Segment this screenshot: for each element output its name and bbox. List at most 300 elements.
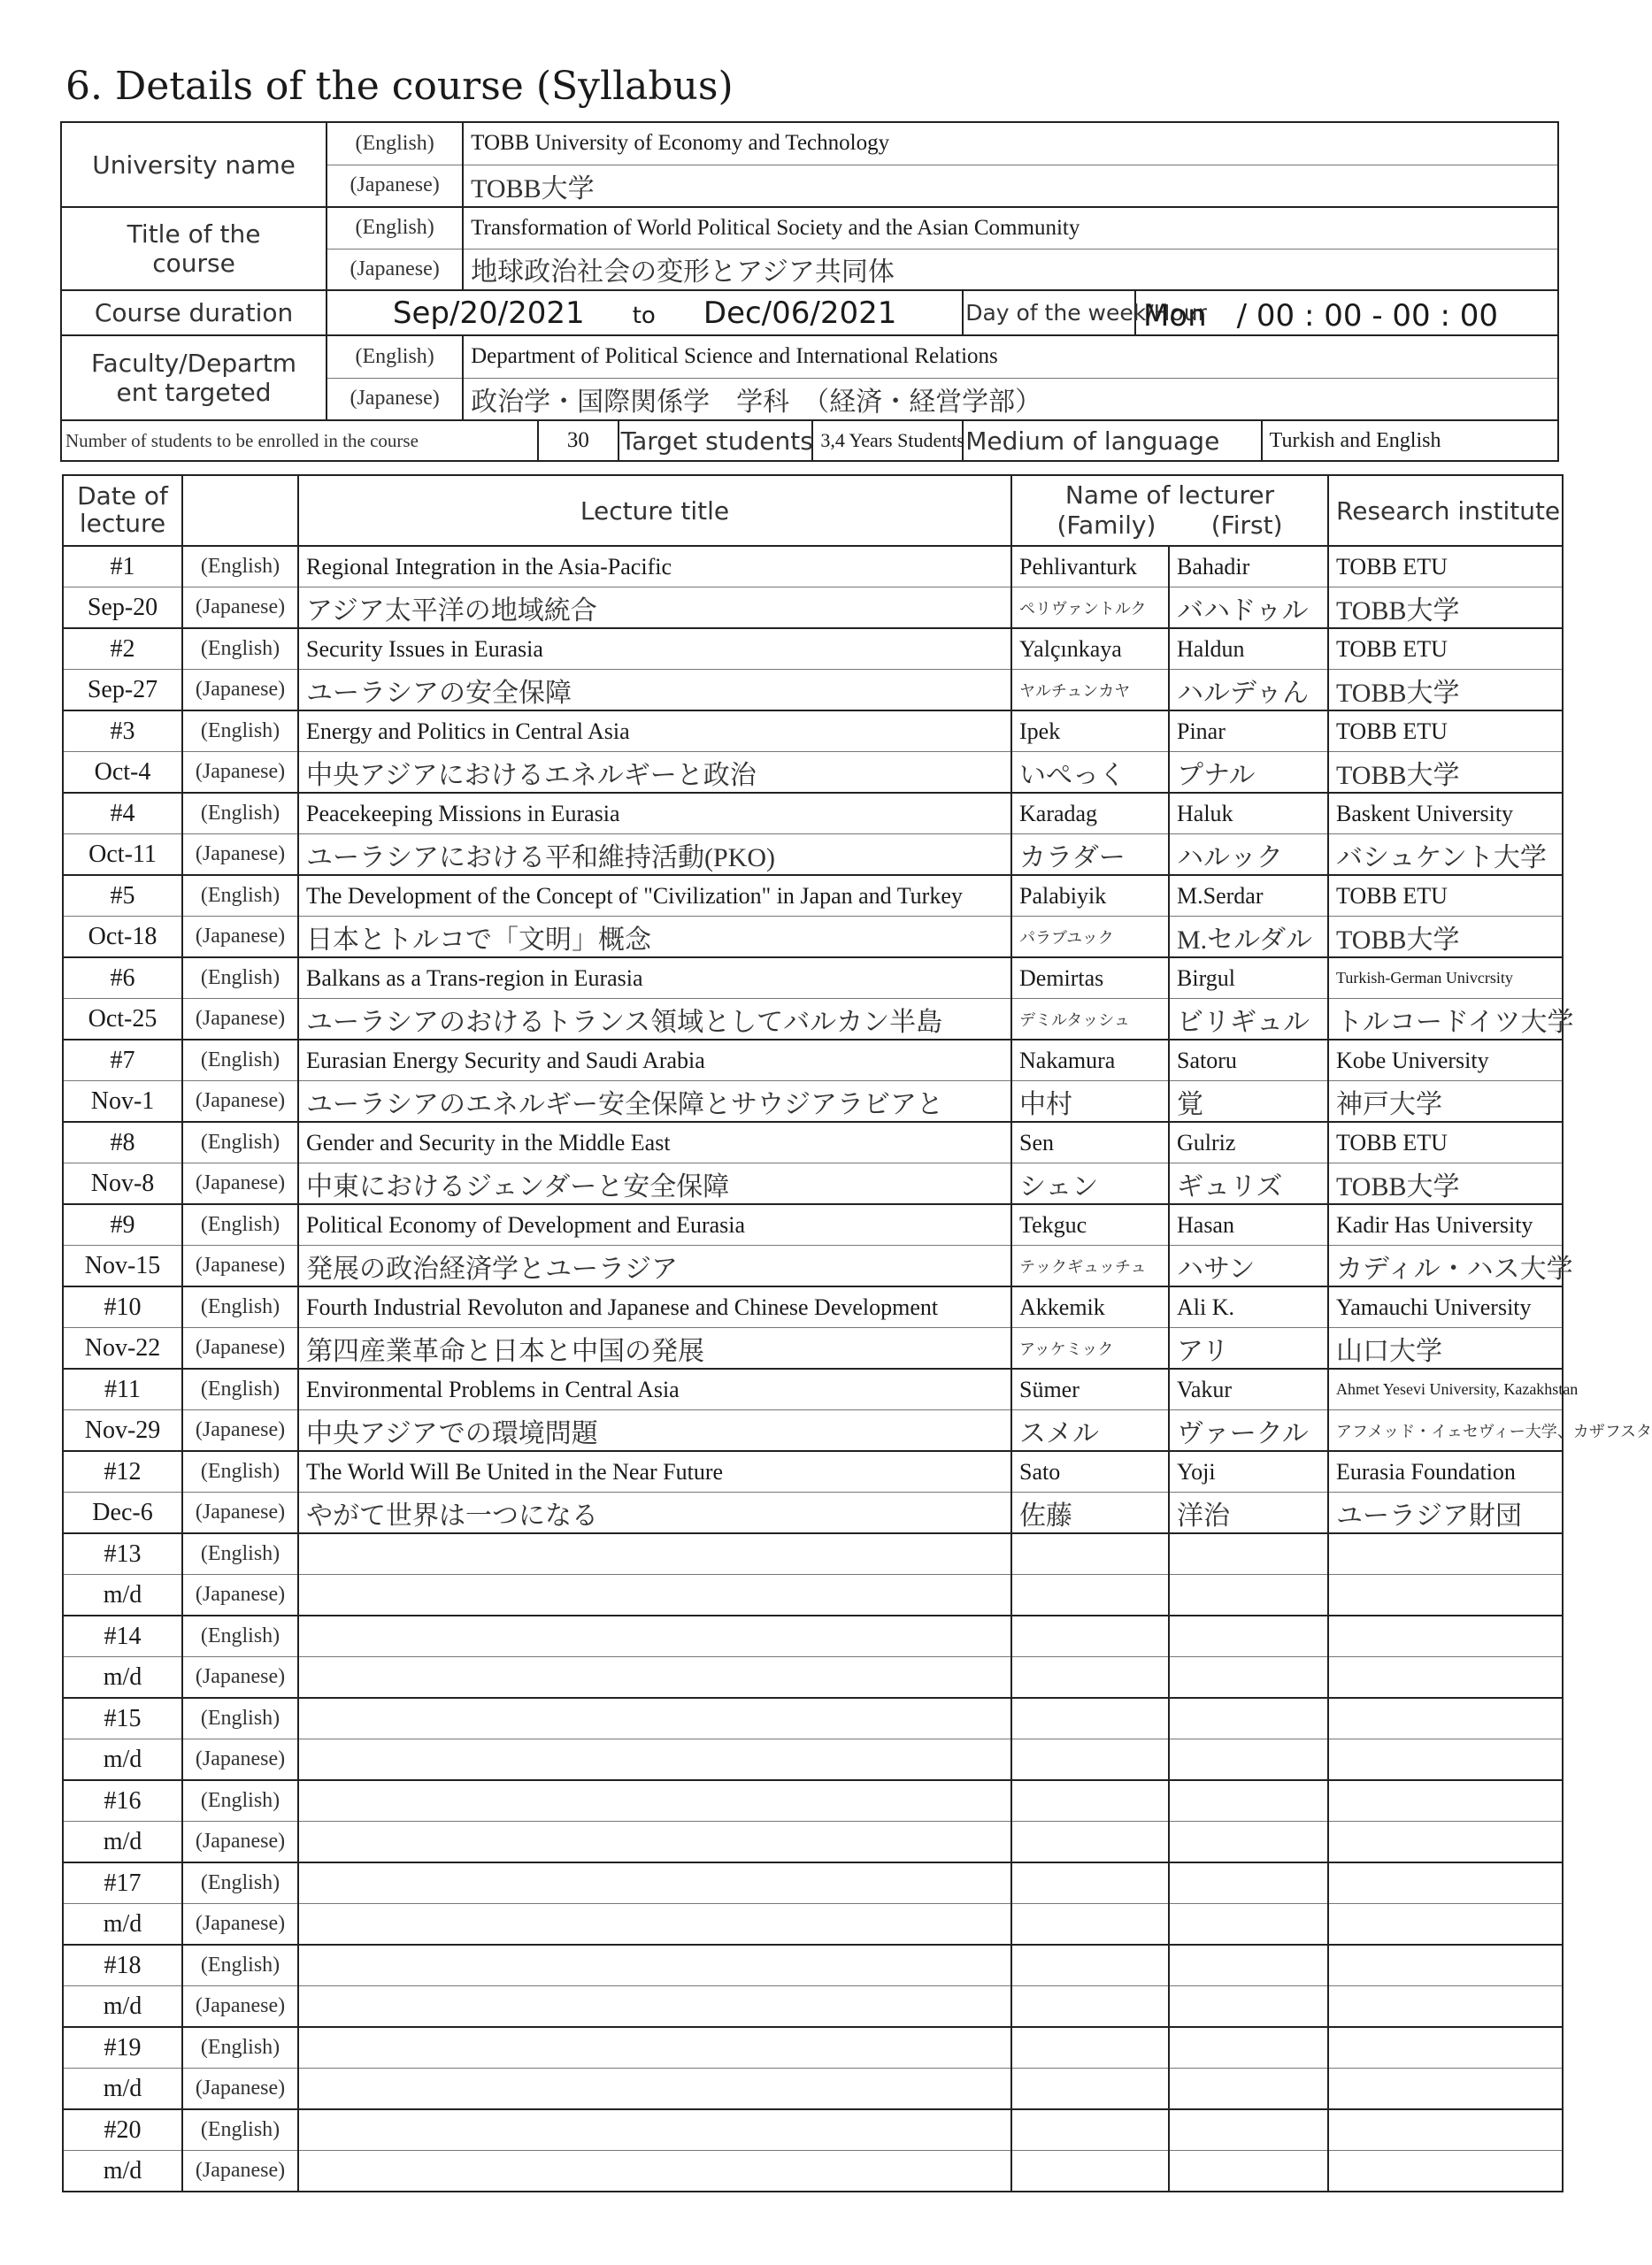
lecture-number: #1 [63, 546, 182, 587]
lecturer-first-english: Hasan [1169, 1204, 1328, 1246]
lecture-row [63, 628, 1563, 670]
english-label: (English) [182, 628, 298, 670]
lecturer-family-english: Yalçınkaya [1011, 628, 1169, 670]
target-students-label: Target students [619, 420, 813, 461]
lecture-number: #3 [63, 710, 182, 752]
lecture-row [63, 1780, 1563, 1822]
lecturer-family-english [1011, 2109, 1169, 2151]
lecturer-family-english: Ipek [1011, 710, 1169, 752]
lecture-date: m/d [63, 2151, 182, 2192]
university-name-japanese: TOBB大学 [463, 165, 1558, 207]
japanese-label: (Japanese) [182, 1493, 298, 1534]
institute-english [1328, 1945, 1563, 1986]
institute-english: TOBB ETU [1328, 628, 1563, 670]
lecture-row [63, 1163, 1563, 1205]
english-label: (English) [327, 122, 463, 165]
lecturer-family-japanese [1011, 2069, 1169, 2110]
faculty-english: Department of Political Science and International Relations [463, 335, 1558, 378]
lecturer-family-japanese: デミルタッシュ [1011, 999, 1169, 1040]
lecture-title-japanese [298, 1822, 1011, 1863]
lecture-date: m/d [63, 1739, 182, 1781]
lecture-date: Oct-25 [63, 999, 182, 1040]
institute-english: Ahmet Yesevi University, Kazakhstan [1328, 1369, 1563, 1410]
lecturer-family-japanese: ペリヴァントルク [1011, 587, 1169, 629]
lecturer-first-japanese: ハサン [1169, 1246, 1328, 1287]
lecture-schedule-table [62, 474, 1652, 2192]
lecture-date: Dec-6 [63, 1493, 182, 1534]
english-label: (English) [182, 875, 298, 917]
japanese-label: (Japanese) [182, 1739, 298, 1781]
lecture-title-english: Gender and Security in the Middle East [298, 1122, 1011, 1163]
lecture-title-english: Peacekeeping Missions in Eurasia [298, 793, 1011, 834]
lecturer-first-english [1169, 1780, 1328, 1822]
lecturer-family-english: Nakamura [1011, 1040, 1169, 1081]
lecture-title-japanese: ユーラシアにおける平和維持活動(PKO) [298, 834, 1011, 876]
lecture-number: #9 [63, 1204, 182, 1246]
lecture-title-japanese [298, 2069, 1011, 2110]
lecture-date: Oct-4 [63, 752, 182, 794]
medium-value: Turkish and English [1262, 420, 1558, 461]
lecturer-family-english [1011, 1780, 1169, 1822]
day-hour-label: Day of the week/Hour [963, 290, 1135, 335]
institute-english [1328, 1616, 1563, 1657]
lecturer-first-japanese: ギュリズ [1169, 1163, 1328, 1205]
japanese-label: (Japanese) [327, 165, 463, 207]
faculty-japanese: 政治学・国際関係学 学科 （経済・経営学部） [463, 378, 1558, 420]
lecturer-family-japanese: スメル [1011, 1410, 1169, 1452]
lecturer-family-japanese: パラブユック [1011, 917, 1169, 958]
lecture-date: Sep-27 [63, 670, 182, 711]
end-date: Dec/06/2021 [703, 295, 897, 331]
lecturer-first-english [1169, 1698, 1328, 1739]
institute-english [1328, 2109, 1563, 2151]
english-label: (English) [327, 335, 463, 378]
english-label: (English) [182, 546, 298, 587]
lecture-row [63, 917, 1563, 958]
institute-japanese: ユーラジア財団 [1328, 1493, 1563, 1534]
lecturer-family-english [1011, 1616, 1169, 1657]
lecturer-first-english: Yoji [1169, 1451, 1328, 1493]
lecturer-first-japanese [1169, 1575, 1328, 1616]
target-students-value: 3,4 Years Students [812, 420, 963, 461]
lecture-row [63, 2151, 1563, 2192]
lecture-row [63, 1286, 1563, 1328]
faculty-label-line2: ent targeted [116, 378, 272, 407]
lecturer-first-japanese: バハドゥル [1169, 587, 1328, 629]
english-label: (English) [182, 1122, 298, 1163]
japanese-label: (Japanese) [182, 1328, 298, 1370]
institute-japanese: トルコードイツ大学 [1328, 999, 1563, 1040]
to-label: to [632, 302, 656, 329]
lecture-date: m/d [63, 1904, 182, 1946]
lecture-row [63, 670, 1563, 711]
english-label: (English) [182, 710, 298, 752]
lecturer-family-english [1011, 1698, 1169, 1739]
lecturer-first-japanese [1169, 2151, 1328, 2192]
japanese-label: (Japanese) [182, 917, 298, 958]
english-label: (English) [182, 1698, 298, 1739]
lecturer-family-english: Palabiyik [1011, 875, 1169, 917]
family-header: (Family) [1057, 511, 1156, 540]
lecture-date: Oct-18 [63, 917, 182, 958]
japanese-label: (Japanese) [182, 1657, 298, 1699]
lecturer-family-english [1011, 1862, 1169, 1904]
institute-english: Kobe University [1328, 1040, 1563, 1081]
course-info-table [60, 121, 1559, 462]
lecturer-family-japanese [1011, 1822, 1169, 1863]
lecture-row [63, 1451, 1563, 1493]
lecture-date: Nov-1 [63, 1081, 182, 1123]
lecture-title-header: Lecture title [298, 475, 1011, 546]
lecturer-first-english: Ali K. [1169, 1286, 1328, 1328]
lecturer-family-japanese: いぺっく [1011, 752, 1169, 794]
lecturer-family-english: Sümer [1011, 1369, 1169, 1410]
lecture-date: m/d [63, 2069, 182, 2110]
lecture-title-english: Eurasian Energy Security and Saudi Arabia [298, 1040, 1011, 1081]
institute-english [1328, 1862, 1563, 1904]
lecture-title-english [298, 2027, 1011, 2069]
university-name-english: TOBB University of Economy and Technology [463, 122, 1558, 165]
lecturer-first-japanese: プナル [1169, 752, 1328, 794]
lecturer-family-japanese: ヤルチュンカヤ [1011, 670, 1169, 711]
japanese-label: (Japanese) [182, 1822, 298, 1863]
lecturer-first-english: Haluk [1169, 793, 1328, 834]
lecture-row [63, 999, 1563, 1040]
lecture-number: #15 [63, 1698, 182, 1739]
lecture-row [63, 1862, 1563, 1904]
course-title-label-line1: Title of the [127, 219, 261, 249]
institute-japanese [1328, 1657, 1563, 1699]
lecturer-family-english: Demirtas [1011, 957, 1169, 999]
lecture-row [63, 1328, 1563, 1370]
japanese-label: (Japanese) [182, 587, 298, 629]
lecturer-family-english [1011, 2027, 1169, 2069]
lecturer-first-english: Bahadir [1169, 546, 1328, 587]
lecture-date: Nov-15 [63, 1246, 182, 1287]
english-label: (English) [182, 2109, 298, 2151]
lecture-date: m/d [63, 1986, 182, 2028]
lecture-row [63, 752, 1563, 794]
lecture-row [63, 1986, 1563, 2028]
lecture-row [63, 2109, 1563, 2151]
language-header [182, 475, 298, 546]
japanese-label: (Japanese) [182, 2151, 298, 2192]
lecturer-family-japanese [1011, 2151, 1169, 2192]
institute-japanese: カディル・ハス大学 [1328, 1246, 1563, 1287]
lecture-title-english [298, 1698, 1011, 1739]
lecturer-header [1011, 475, 1328, 546]
course-title-label [61, 207, 327, 290]
lecturer-family-japanese [1011, 1657, 1169, 1699]
lecture-number: #8 [63, 1122, 182, 1163]
lecturer-family-japanese [1011, 1739, 1169, 1781]
lecture-title-english: Security Issues in Eurasia [298, 628, 1011, 670]
institute-japanese [1328, 1575, 1563, 1616]
institute-japanese: TOBB大学 [1328, 1163, 1563, 1205]
lecture-number: #14 [63, 1616, 182, 1657]
institute-japanese: TOBB大学 [1328, 587, 1563, 629]
lecture-title-english [298, 2109, 1011, 2151]
lecture-title-english [298, 1945, 1011, 1986]
lecturer-first-japanese [1169, 1986, 1328, 2028]
lecture-row [63, 834, 1563, 876]
lecture-row [63, 710, 1563, 752]
japanese-label: (Japanese) [182, 1575, 298, 1616]
lecturer-first-english [1169, 1945, 1328, 1986]
lecture-title-english: Balkans as a Trans-region in Eurasia [298, 957, 1011, 999]
lecturer-first-english [1169, 2109, 1328, 2151]
lecture-date: Nov-29 [63, 1410, 182, 1452]
lecture-row [63, 793, 1563, 834]
lecture-title-english: Regional Integration in the Asia-Pacific [298, 546, 1011, 587]
lecture-number: #10 [63, 1286, 182, 1328]
start-date: Sep/20/2021 [392, 295, 585, 331]
lecture-row [63, 1822, 1563, 1863]
lecturer-first-japanese: 覚 [1169, 1081, 1328, 1123]
date-header: Date of lecture [63, 475, 182, 546]
lecture-title-japanese [298, 1904, 1011, 1946]
institute-japanese [1328, 2151, 1563, 2192]
lecture-row [63, 1081, 1563, 1123]
lecturer-first-japanese [1169, 1739, 1328, 1781]
lecture-row [63, 1698, 1563, 1739]
lecture-date: Nov-22 [63, 1328, 182, 1370]
japanese-label: (Japanese) [327, 249, 463, 290]
first-header: (First) [1210, 511, 1283, 540]
lecture-number: #5 [63, 875, 182, 917]
lecture-number: #2 [63, 628, 182, 670]
institute-japanese: 神戸大学 [1328, 1081, 1563, 1123]
lecture-title-japanese: やがて世界は一つになる [298, 1493, 1011, 1534]
faculty-label [61, 335, 327, 420]
lecture-row [63, 1575, 1563, 1616]
institute-japanese [1328, 1739, 1563, 1781]
lecture-number: #12 [63, 1451, 182, 1493]
lecture-title-english: Fourth Industrial Revoluton and Japanese and Chinese Development [298, 1286, 1011, 1328]
lecture-number: #20 [63, 2109, 182, 2151]
lecture-title-japanese [298, 1575, 1011, 1616]
lecture-title-english [298, 1862, 1011, 1904]
lecturer-first-japanese: ビリギュル [1169, 999, 1328, 1040]
lecture-number: #7 [63, 1040, 182, 1081]
institute-english: Kadir Has University [1328, 1204, 1563, 1246]
english-label: (English) [182, 1862, 298, 1904]
lecture-date: Sep-20 [63, 587, 182, 629]
lecture-number: #11 [63, 1369, 182, 1410]
lecturer-family-japanese: シェン [1011, 1163, 1169, 1205]
lecturer-family-english: Sen [1011, 1122, 1169, 1163]
japanese-label: (Japanese) [182, 1246, 298, 1287]
lecturer-family-japanese: テックギュッチュ [1011, 1246, 1169, 1287]
lecture-row [63, 1657, 1563, 1699]
lecture-title-japanese: 日本とトルコで「文明」概念 [298, 917, 1011, 958]
lecture-title-japanese: アジア太平洋の地域統合 [298, 587, 1011, 629]
num-students-value: 30 [538, 420, 619, 461]
lecturer-first-english: Pinar [1169, 710, 1328, 752]
lecturer-first-english: Haldun [1169, 628, 1328, 670]
institute-japanese [1328, 1822, 1563, 1863]
institute-english [1328, 1698, 1563, 1739]
institute-header: Research institute [1328, 475, 1563, 546]
lecturer-family-japanese [1011, 1575, 1169, 1616]
institute-english: Eurasia Foundation [1328, 1451, 1563, 1493]
lecturer-first-japanese: ヴァークル [1169, 1410, 1328, 1452]
japanese-label: (Japanese) [327, 378, 463, 420]
lecturer-family-japanese [1011, 1986, 1169, 2028]
institute-japanese: バシュケント大学 [1328, 834, 1563, 876]
english-label: (English) [182, 1204, 298, 1246]
lecture-number: #16 [63, 1780, 182, 1822]
institute-english [1328, 1780, 1563, 1822]
english-label: (English) [182, 1369, 298, 1410]
japanese-label: (Japanese) [182, 1410, 298, 1452]
lecture-title-japanese [298, 2151, 1011, 2192]
course-duration-value [327, 290, 963, 335]
lecturer-first-english: Vakur [1169, 1369, 1328, 1410]
lecture-title-japanese: 第四産業革命と日本と中国の発展 [298, 1328, 1011, 1370]
medium-label: Medium of language [963, 420, 1261, 461]
course-title-english: Transformation of World Political Society and the Asian Community [463, 207, 1558, 249]
lecture-title-japanese: 中東におけるジェンダーと安全保障 [298, 1163, 1011, 1205]
lecture-title-japanese: 中央アジアでの環境問題 [298, 1410, 1011, 1452]
lecture-title-english: Environmental Problems in Central Asia [298, 1369, 1011, 1410]
japanese-label: (Japanese) [182, 834, 298, 876]
lecture-title-japanese: ユーラシアのおけるトランス領域としてバルカン半島 [298, 999, 1011, 1040]
japanese-label: (Japanese) [182, 1986, 298, 2028]
lecturer-first-english: Birgul [1169, 957, 1328, 999]
lecturer-first-english: Satoru [1169, 1040, 1328, 1081]
lecture-title-english [298, 1780, 1011, 1822]
lecture-row [63, 1739, 1563, 1781]
lecture-title-japanese: ユーラシアのエネルギー安全保障とサウジアラビアと [298, 1081, 1011, 1123]
lecturer-first-japanese: ハルデゥん [1169, 670, 1328, 711]
japanese-label: (Japanese) [182, 1904, 298, 1946]
japanese-label: (Japanese) [182, 1163, 298, 1205]
lecture-title-english: The Development of the Concept of "Civilization" in Japan and Turkey [298, 875, 1011, 917]
page-title: 6. Details of the course (Syllabus) [65, 64, 734, 109]
lecture-number: #13 [63, 1533, 182, 1575]
institute-english: TOBB ETU [1328, 875, 1563, 917]
english-label: (English) [182, 1945, 298, 1986]
lecturer-family-english: Sato [1011, 1451, 1169, 1493]
lecturer-family-japanese: 中村 [1011, 1081, 1169, 1123]
lecture-row [63, 1616, 1563, 1657]
lecturer-first-japanese [1169, 2069, 1328, 2110]
lecturer-first-japanese [1169, 1904, 1328, 1946]
university-name-label: University name [61, 122, 327, 207]
japanese-label: (Japanese) [182, 999, 298, 1040]
lecture-title-japanese: 中央アジアにおけるエネルギーと政治 [298, 752, 1011, 794]
lecturer-first-japanese [1169, 1657, 1328, 1699]
num-students-label: Number of students to be enrolled in the course [61, 420, 538, 461]
english-label: (English) [182, 957, 298, 999]
institute-japanese: TOBB大学 [1328, 752, 1563, 794]
lecture-row [63, 1410, 1563, 1452]
english-label: (English) [182, 1533, 298, 1575]
lecture-title-english: The World Will Be United in the Near Future [298, 1451, 1011, 1493]
lecture-row [63, 546, 1563, 587]
day-hour-value: Mon / 00 : 00 - 00 : 00 [1135, 290, 1558, 335]
lecturer-family-english: Tekguc [1011, 1204, 1169, 1246]
lecture-row [63, 1246, 1563, 1287]
japanese-label: (Japanese) [182, 670, 298, 711]
lecturer-family-english [1011, 1533, 1169, 1575]
english-label: (English) [182, 1286, 298, 1328]
lecture-row [63, 1533, 1563, 1575]
lecture-title-english [298, 1533, 1011, 1575]
lecturer-first-japanese: アリ [1169, 1328, 1328, 1370]
lecture-number: #17 [63, 1862, 182, 1904]
institute-japanese: TOBB大学 [1328, 917, 1563, 958]
lecturer-family-english: Karadag [1011, 793, 1169, 834]
lecturer-family-japanese: 佐藤 [1011, 1493, 1169, 1534]
institute-english: TOBB ETU [1328, 546, 1563, 587]
lecture-title-english: Energy and Politics in Central Asia [298, 710, 1011, 752]
institute-english: Yamauchi University [1328, 1286, 1563, 1328]
faculty-label-line1: Faculty/Departm [91, 349, 297, 378]
lecture-row [63, 1945, 1563, 1986]
institute-english: Turkish-German Univcrsity [1328, 957, 1563, 999]
lecturer-first-japanese [1169, 1822, 1328, 1863]
lecture-row [63, 1204, 1563, 1246]
lecturer-first-english: M.Serdar [1169, 875, 1328, 917]
lecture-title-japanese: ユーラシアの安全保障 [298, 670, 1011, 711]
lecturer-family-japanese: カラダー [1011, 834, 1169, 876]
lecturer-family-japanese: アッケミック [1011, 1328, 1169, 1370]
english-label: (English) [182, 793, 298, 834]
english-label: (English) [182, 1616, 298, 1657]
lecturer-first-japanese: 洋治 [1169, 1493, 1328, 1534]
lecture-row [63, 957, 1563, 999]
institute-japanese: 山口大学 [1328, 1328, 1563, 1370]
lecture-date: Nov-8 [63, 1163, 182, 1205]
lecture-title-english [298, 1616, 1011, 1657]
japanese-label: (Japanese) [182, 1081, 298, 1123]
japanese-label: (Japanese) [182, 752, 298, 794]
institute-japanese [1328, 1986, 1563, 2028]
lecture-row [63, 875, 1563, 917]
lecturer-header-label: Name of lecturer [1064, 480, 1275, 511]
institute-japanese [1328, 2069, 1563, 2110]
lecturer-family-english: Akkemik [1011, 1286, 1169, 1328]
lecture-row [63, 1369, 1563, 1410]
institute-english: TOBB ETU [1328, 710, 1563, 752]
course-duration-label: Course duration [61, 290, 327, 335]
lecture-title-japanese [298, 1986, 1011, 2028]
english-label: (English) [182, 1780, 298, 1822]
lecturer-first-english [1169, 2027, 1328, 2069]
lecturer-family-japanese [1011, 1904, 1169, 1946]
lecturer-first-english: Gulriz [1169, 1122, 1328, 1163]
lecturer-first-japanese: M.セルダル [1169, 917, 1328, 958]
lecture-title-japanese: 発展の政治経済学とユーラジア [298, 1246, 1011, 1287]
english-label: (English) [182, 2027, 298, 2069]
institute-japanese: TOBB大学 [1328, 670, 1563, 711]
lecture-number: #6 [63, 957, 182, 999]
institute-english [1328, 1533, 1563, 1575]
lecture-title-english: Political Economy of Development and Eurasia [298, 1204, 1011, 1246]
institute-english: TOBB ETU [1328, 1122, 1563, 1163]
english-label: (English) [182, 1040, 298, 1081]
lecturer-family-english: Pehlivanturk [1011, 546, 1169, 587]
institute-english [1328, 2027, 1563, 2069]
institute-japanese [1328, 1904, 1563, 1946]
lecture-row [63, 1122, 1563, 1163]
lecture-number: #19 [63, 2027, 182, 2069]
lecture-date: Oct-11 [63, 834, 182, 876]
lecture-row [63, 1040, 1563, 1081]
lecturer-first-japanese: ハルック [1169, 834, 1328, 876]
